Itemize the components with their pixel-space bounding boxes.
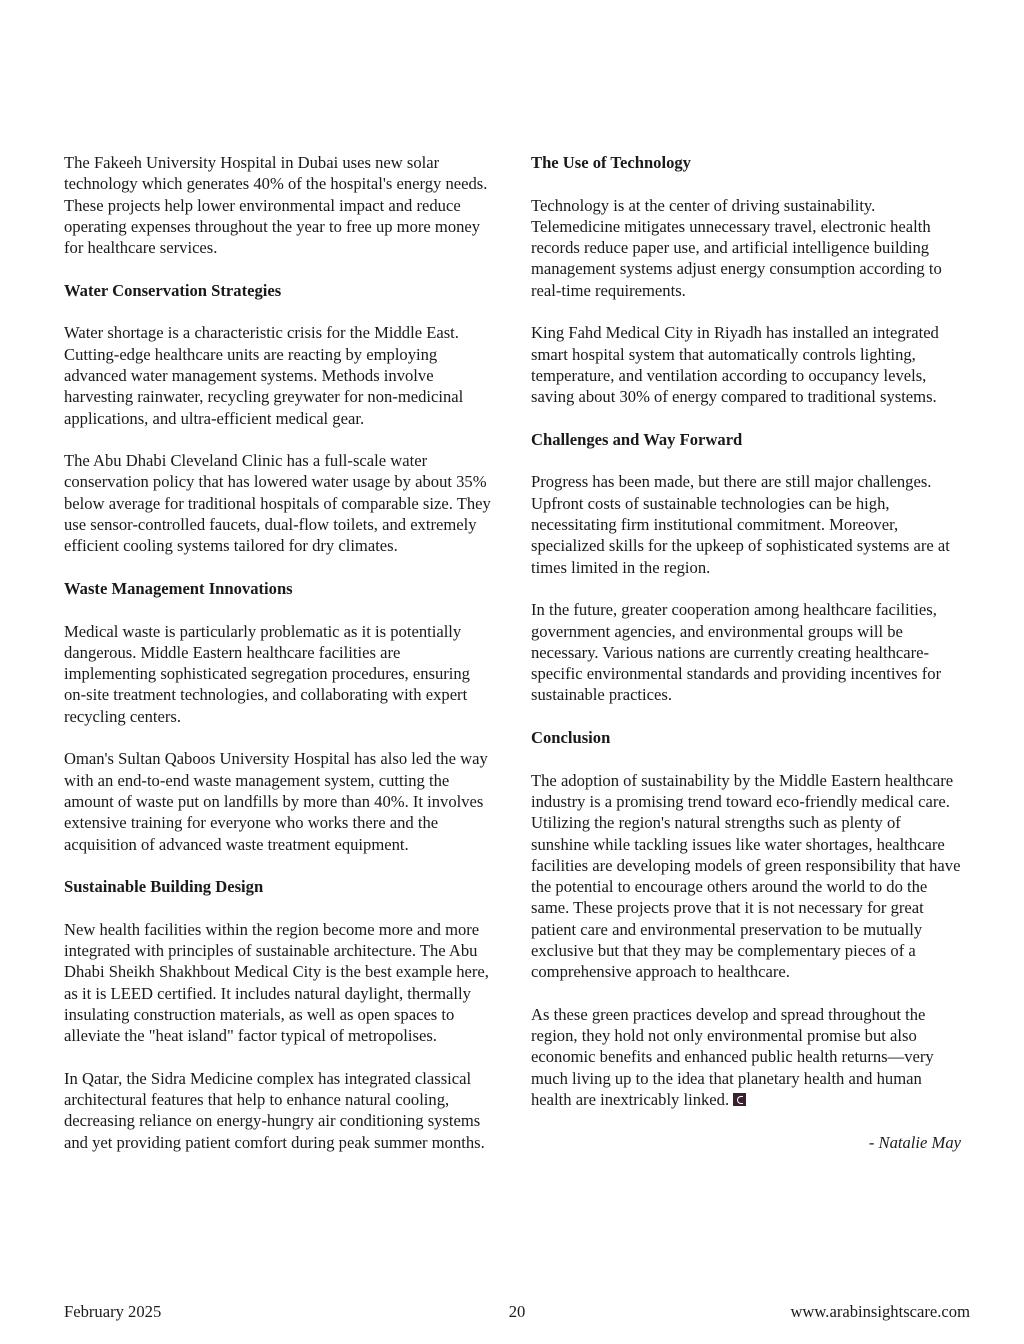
page-footer: [64, 1301, 970, 1323]
building-paragraph-2: In Qatar, the Sidra Medicine complex has integrated classical architectural features that help to enhance natural cooling, decreasing reliance on energy-hungry air conditioning systems and yet providing patient comfort during peak summer months.: [64, 1068, 485, 1152]
conclusion-paragraph-2: As these green practices develop and spread throughout the region, they hold not only environmental promise but also economic benefits and enhanced public health returns—very much living up to the idea that planetary health and human health are inextricably linked.: [531, 1004, 934, 1110]
waste-paragraph-1: Medical waste is particularly problematic as it is potentially dangerous. Middle Eastern healthcare facilities are implementing sophisticated segregation procedures, ensuring on-site treatment technologies, and collaborating with expert recycling centers.: [64, 621, 470, 726]
challenges-heading: Challenges and Way Forward: [531, 429, 743, 449]
end-mark-icon: [733, 1093, 746, 1106]
technology-paragraph-1: Technology is at the center of driving sustainability. Telemedicine mitigates unnecessary travel, electronic health records reduce paper use, and artificial intelligence building management systems adjust energy consumption according to real-time requirements.: [531, 195, 942, 300]
left-column: [64, 152, 494, 1174]
building-design-heading: Sustainable Building Design: [64, 877, 264, 897]
technology-paragraph-2: King Fahd Medical City in Riyadh has installed an integrated smart hospital system that automatically controls lighting, temperature, and ventilation according to occupancy levels, saving about 30% of energy compared to traditional systems.: [531, 323, 939, 407]
challenges-paragraph-2: In the future, greater cooperation among healthcare facilities, government agencies, and environmental groups will be necessary. Various nations are currently creating healthcare-specific environmental standards and providing incentives for sustainable practices.: [531, 600, 942, 705]
footer-page-number: 20: [508, 1302, 526, 1321]
challenges-paragraph-1: Progress has been made, but there are still major challenges. Upfront costs of sustainable technologies can be high, necessitating firm institutional commitment. Moreover, specialized skills for the upkeep of sophisticated systems are at times limited in the region.: [531, 472, 950, 577]
water-conservation-heading: Water Conservation Strategies: [64, 280, 282, 300]
technology-heading: The Use of Technology: [531, 153, 691, 172]
intro-paragraph: The Fakeeh University Hospital in Dubai uses new solar technology which generates 40% of the hospital's energy needs. These projects help lower environmental impact and reduce operating expenses throughout the year to free up more money for healthcare services.: [64, 153, 488, 258]
conclusion-paragraph-1: The adoption of sustainability by the Middle Eastern healthcare industry is a promising trend toward eco-friendly medical care. Utilizing the region's natural strengths such as plenty of sunshine while tackling issues like water shortages, healthcare facilities are developing models of green responsibility that have the potential to encourage others around the world to do the same. These projects prove that it is not necessary for great patient care and environmental preservation to be mutually exclusive but that they may be complementary pieces of a comprehensive approach to healthcare.: [531, 770, 961, 982]
conclusion-heading: Conclusion: [531, 728, 611, 748]
water-paragraph-2: The Abu Dhabi Cleveland Clinic has a full-scale water conservation policy that has lowered water usage by about 35% below average for traditional hospitals of comparable size. They use sensor-controlled faucets, dual-flow toilets, and extremely efficient cooling systems tailored for dry climates.: [64, 451, 491, 556]
building-paragraph-1: New health facilities within the region become more and more integrated with principles of sustainable architecture. The Abu Dhabi Sheikh Shakhbout Medical City is the best example here, as it is LEED certified. It includes natural daylight, thermally insulating construction materials, as well as open spaces to alleviate the "heat island" factor typical of metropolises.: [64, 919, 489, 1046]
water-paragraph-1: Water shortage is a characteristic crisis for the Middle East. Cutting-edge healthcare units are reacting by employing advanced water management systems. Methods involve harvesting rainwater, recycling greywater for non-medicinal applications, and ultra-efficient medical gear.: [64, 323, 464, 428]
conclusion-paragraph-2-wrap: [531, 1004, 961, 1110]
footer-website: www.arabinsightscare.com: [790, 1302, 970, 1321]
footer-date: February 2025: [64, 1302, 162, 1321]
waste-paragraph-2: Oman's Sultan Qaboos University Hospital has also led the way with an end-to-end waste management system, cutting the amount of waste put on landfills by more than 40%. It involves extensive training for everyone who works there and the acquisition of advanced waste treatment equipment.: [64, 749, 488, 854]
author-signature: - Natalie May: [868, 1132, 961, 1152]
waste-management-heading: Waste Management Innovations: [64, 578, 293, 598]
right-column: [531, 152, 961, 1174]
